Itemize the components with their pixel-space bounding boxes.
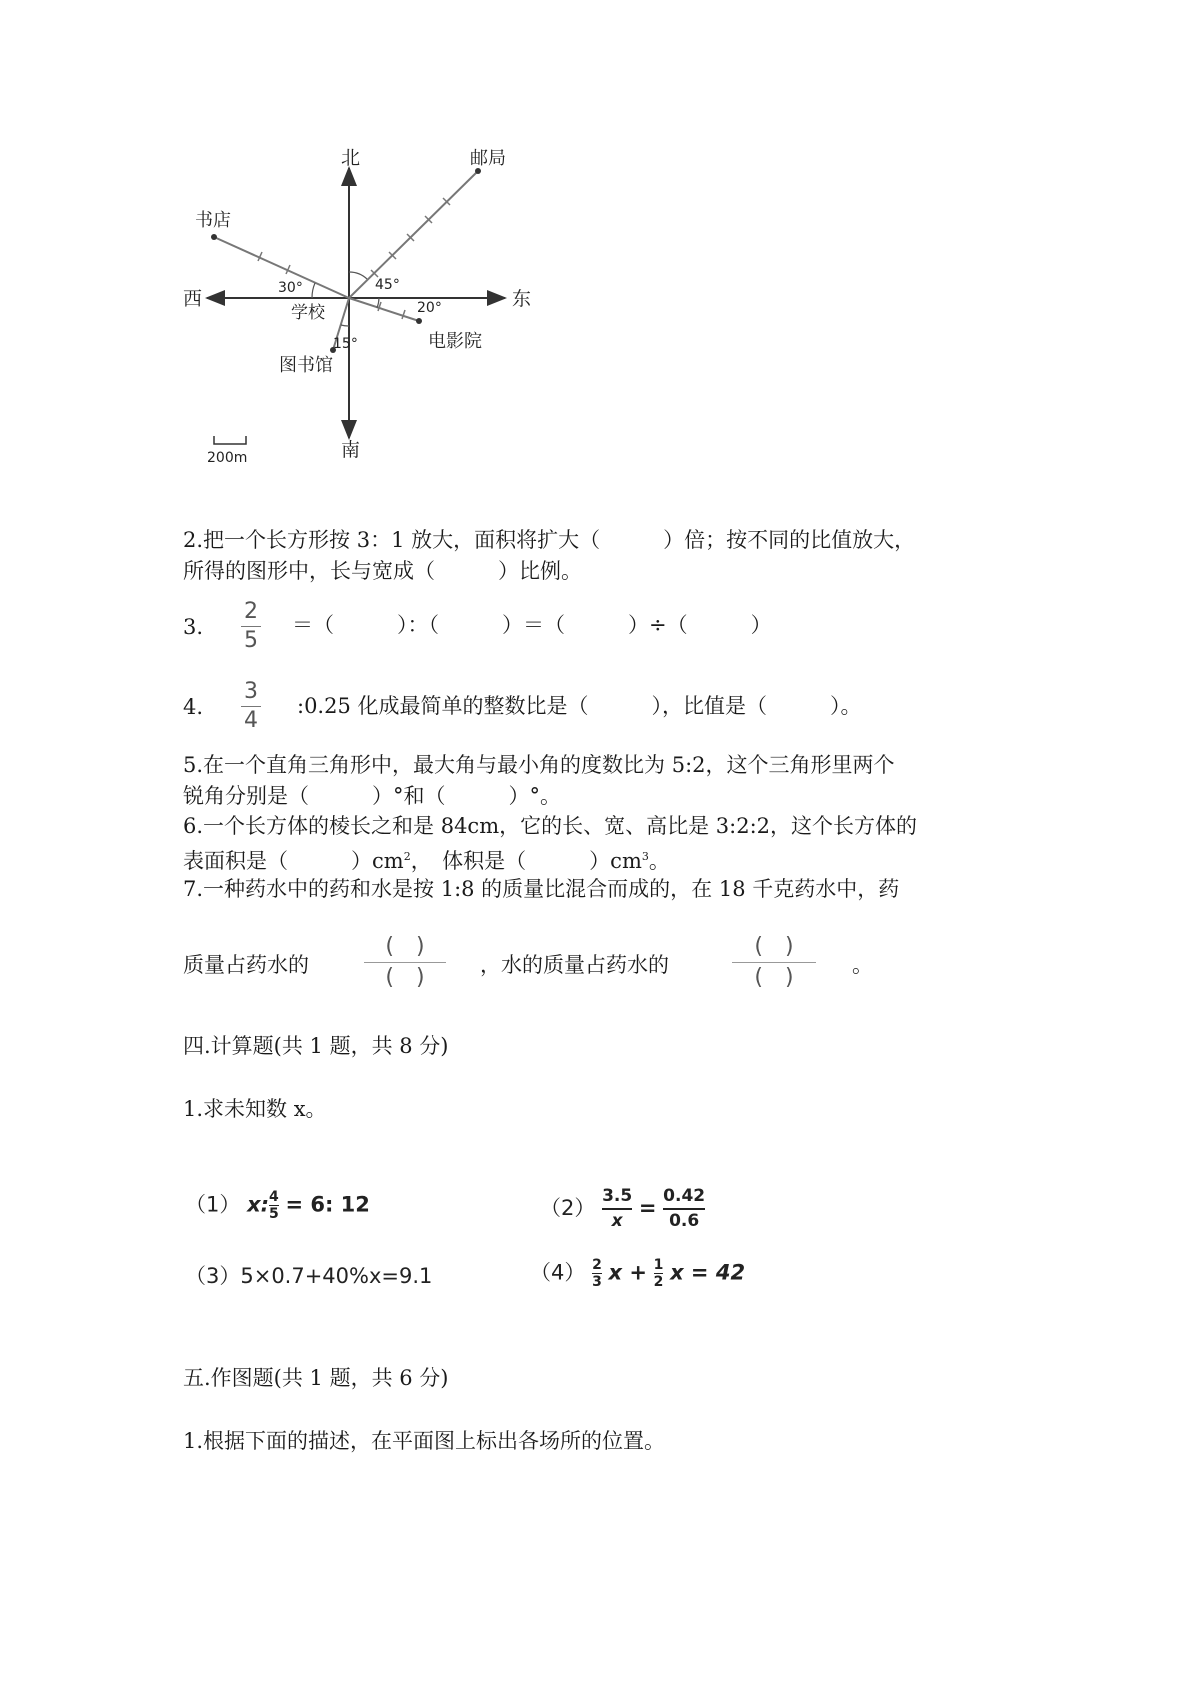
q4-rest: :0.25 化成最简单的整数比是（ ），比值是（ ）。 <box>297 694 862 718</box>
equation-4 <box>530 1258 745 1289</box>
q6-sup2: 2 <box>403 850 411 863</box>
q3-fraction <box>241 600 261 653</box>
q2-line2: 所得的图形中，长与宽成（ ）比例。 <box>183 559 582 583</box>
equation-1 <box>185 1190 370 1221</box>
eq4-bn: 1 <box>653 1257 664 1273</box>
eq4-label: （4） <box>530 1260 586 1285</box>
q4-fraction <box>241 680 261 733</box>
section5-q1: 1.根据下面的描述，在平面图上标出各场所的位置。 <box>183 1429 666 1453</box>
equation-3: （3）5×0.7+40%x=9.1 <box>185 1264 433 1288</box>
q6-line2 <box>183 842 670 876</box>
q7-blank-fraction-2 <box>732 936 816 989</box>
angle-bookstore: 30° <box>278 280 303 296</box>
q6-surface: 表面积是（ ）cm <box>183 849 404 873</box>
label-post-office: 邮局 <box>470 148 506 169</box>
eq4-an: 2 <box>592 1257 602 1273</box>
q7-line1: 7.一种药水中的药和水是按 1:8 的质量比混合而成的，在 18 千克药水中，药 <box>183 877 900 901</box>
q4-frac-den: 4 <box>244 708 258 733</box>
label-west: 西 <box>183 288 203 310</box>
q6-sup3: 3 <box>641 850 649 863</box>
label-south: 南 <box>341 439 361 461</box>
ray-post-office <box>349 171 478 298</box>
eq2-ld: x <box>611 1211 623 1231</box>
q5-line1: 5.在一个直角三角形中，最大角与最小角的度数比为 5:2，这个三角形里两个 <box>183 753 895 777</box>
label-east: 东 <box>512 288 532 310</box>
q6-end: 。 <box>648 849 670 873</box>
section5-title: 五.作图题(共 1 题，共 6 分) <box>183 1366 449 1390</box>
q7-text-c: 。 <box>852 953 873 977</box>
label-bookstore: 书店 <box>195 210 231 231</box>
q3-number: 3. <box>183 615 204 639</box>
q7-blank-2-num: ( ) <box>754 934 794 959</box>
q6-line1: 6.一个长方体的棱长之和是 84cm，它的长、宽、高比是 3:2:2，这个长方体的 <box>183 814 918 838</box>
eq1-fd: 5 <box>269 1206 279 1222</box>
eq4-x1: x + <box>608 1260 647 1285</box>
q6-volume: ， 体积是（ ）cm <box>410 849 642 873</box>
q7-blank-fraction-1 <box>364 936 446 989</box>
angle-post: 45° <box>375 277 400 293</box>
q7-blank-2-den: ( ) <box>754 965 794 990</box>
angle-library: 15° <box>333 336 358 352</box>
eq4-rest: x = 42 <box>670 1260 746 1285</box>
eq4-bd: 2 <box>653 1274 664 1290</box>
q2-line1: 2.把一个长方形按 3：1 放大，面积将扩大（ ）倍；按不同的比值放大， <box>183 528 916 552</box>
eq2-eq: = <box>638 1196 657 1220</box>
eq1-label: （1） <box>185 1192 241 1217</box>
label-library: 图书馆 <box>279 355 333 376</box>
section4-q1: 1.求未知数 x。 <box>183 1097 327 1121</box>
q7-blank-1-den: ( ) <box>385 965 425 990</box>
eq2-rn: 0.42 <box>663 1186 706 1206</box>
eq2-ln: 3.5 <box>602 1186 633 1206</box>
q7-text-a: 质量占药水的 <box>183 953 309 977</box>
eq1-fn: 4 <box>269 1189 279 1205</box>
angle-cinema: 20° <box>417 300 442 316</box>
scale-bar <box>214 436 246 444</box>
q7-text-b: ，水的质量占药水的 <box>480 953 669 977</box>
ray-cinema <box>349 298 419 321</box>
q4-frac-num: 3 <box>244 679 258 704</box>
q3-frac-num: 2 <box>244 599 258 624</box>
section4-title: 四.计算题(共 1 题，共 8 分) <box>183 1034 449 1058</box>
label-school: 学校 <box>291 303 325 323</box>
scale-label: 200m <box>207 450 248 466</box>
q7-blank-1-num: ( ) <box>385 934 425 959</box>
q4-number: 4. <box>183 695 204 719</box>
direction-map <box>0 0 1191 480</box>
label-cinema: 电影院 <box>428 331 482 352</box>
q3-rest: ＝（ ）：（ ）＝（ ）÷（ ） <box>292 613 772 637</box>
label-north: 北 <box>341 147 361 169</box>
q3-frac-den: 5 <box>244 628 258 653</box>
equation-2 <box>540 1187 705 1231</box>
eq1-x: x: <box>247 1192 270 1217</box>
eq2-rd: 0.6 <box>669 1211 700 1231</box>
eq2-label: （2） <box>540 1196 596 1220</box>
eq4-ad: 3 <box>592 1274 602 1290</box>
eq1-rest: = 6: 12 <box>285 1192 370 1217</box>
q5-line2: 锐角分别是（ ）°和（ ）°。 <box>183 784 561 808</box>
